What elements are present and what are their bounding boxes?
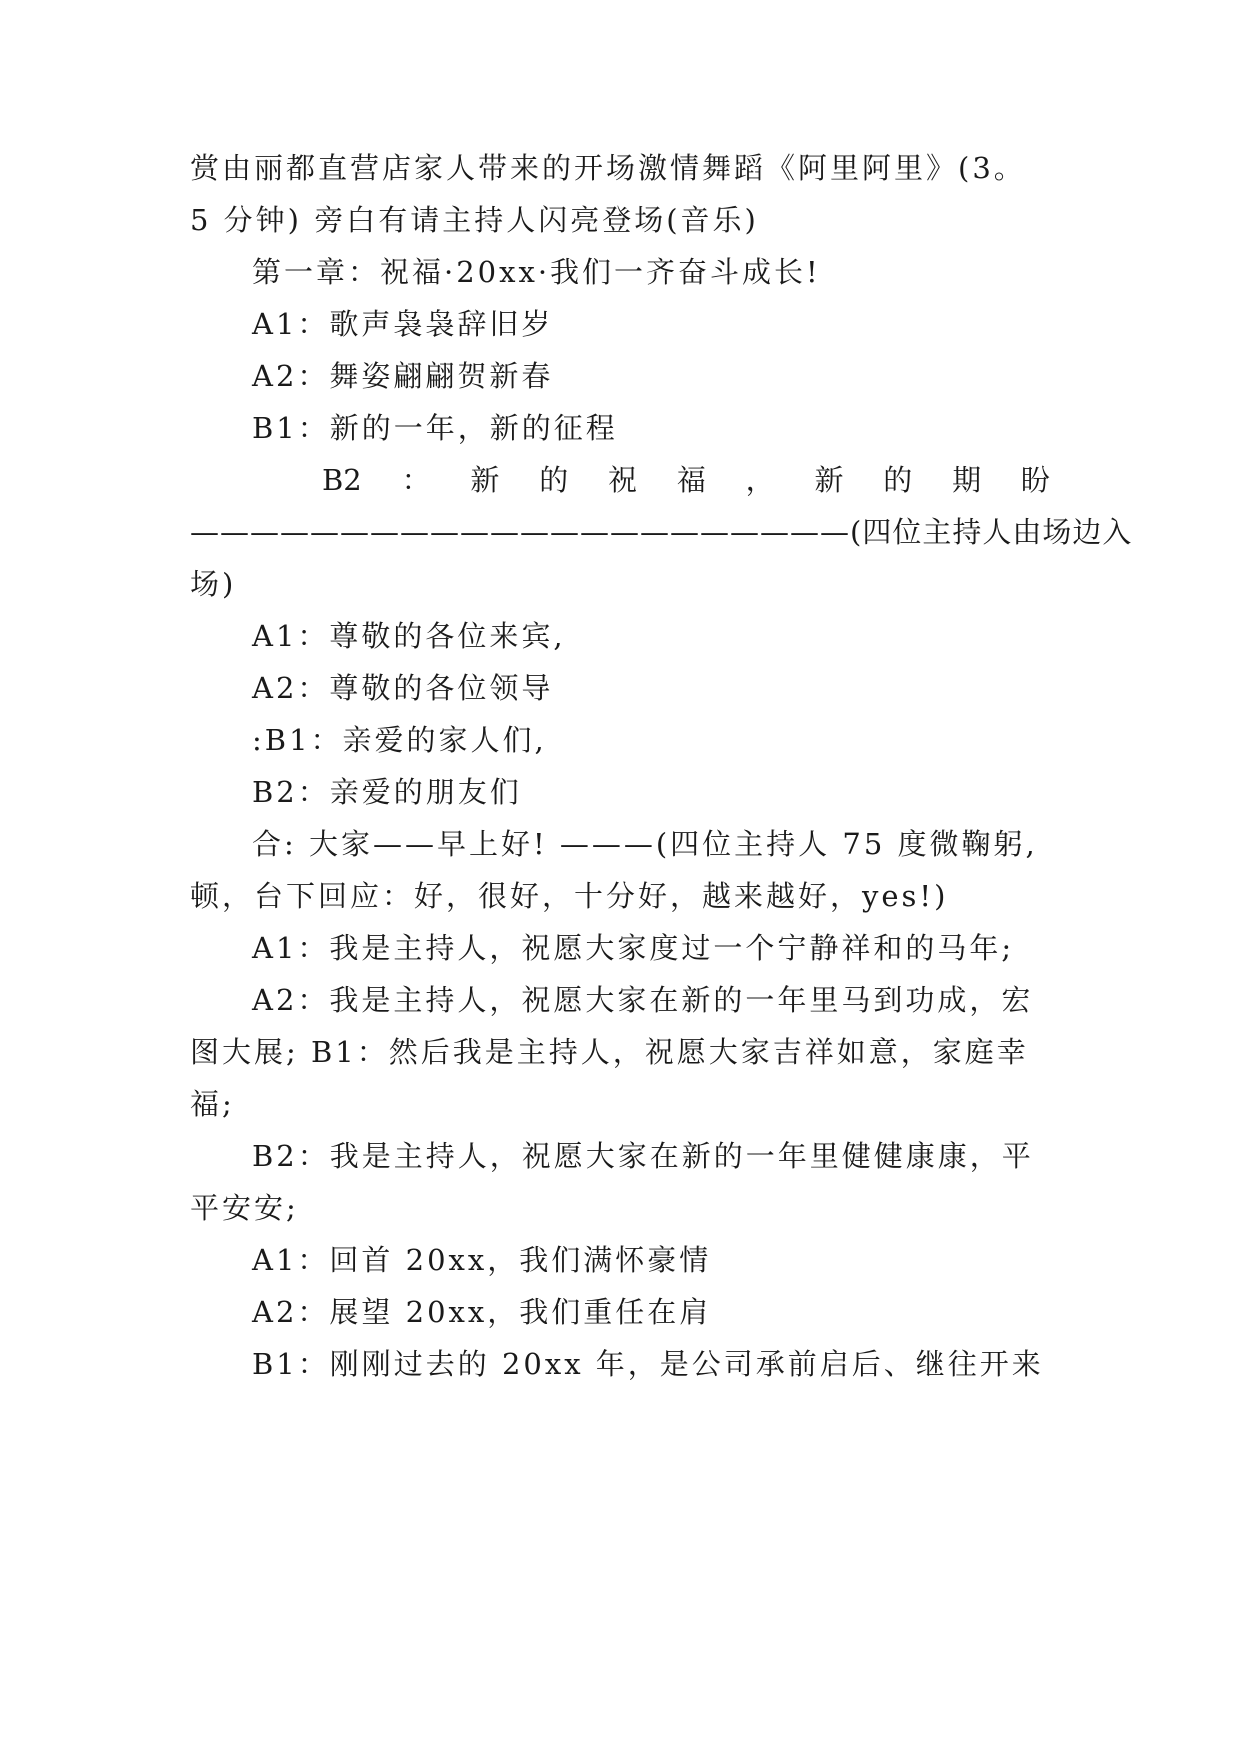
text-line: A2：舞姿翩翩贺新春 — [252, 359, 554, 393]
spread-word: 新 — [814, 463, 844, 497]
text-line: A2：尊敬的各位领导 — [252, 671, 554, 705]
text-line: B1：刚刚过去的 20xx 年，是公司承前启后、继往开来 — [252, 1347, 1044, 1381]
spread-word: 祝 — [608, 463, 638, 497]
text-line: B2：我是主持人，祝愿大家在新的一年里健健康康，平 — [252, 1139, 1034, 1173]
spread-word: B2 — [322, 463, 362, 497]
spread-text-line — [322, 460, 1050, 500]
text-line: ——————————————————————(四位主持人由场边入 — [190, 515, 1133, 549]
spread-word: 期 — [952, 463, 982, 497]
text-line: 图大展; B1：然后我是主持人，祝愿大家吉祥如意，家庭幸 — [190, 1035, 1029, 1069]
chapter-heading: 第一章：祝福·20xx·我们一齐奋斗成长! — [252, 255, 821, 289]
text-line: A2：展望 20xx，我们重任在肩 — [252, 1295, 712, 1329]
text-line: B2：亲爱的朋友们 — [252, 775, 522, 809]
text-line: 平安安; — [190, 1191, 299, 1225]
text-line: A1：尊敬的各位来宾, — [252, 619, 566, 653]
text-line: 5 分钟) 旁白有请主持人闪亮登场(音乐) — [190, 203, 759, 237]
text-line: A1：回首 20xx，我们满怀豪情 — [252, 1243, 712, 1277]
text-line: 福; — [190, 1087, 235, 1121]
text-line: 顿，台下回应：好，很好，十分好，越来越好，yes!) — [190, 879, 949, 913]
spread-word: 的 — [883, 463, 913, 497]
text-line: A2：我是主持人，祝愿大家在新的一年里马到功成，宏 — [252, 983, 1034, 1017]
text-line: 场) — [190, 567, 237, 601]
text-line: A1：我是主持人，祝愿大家度过一个宁静祥和的马年; — [252, 931, 1015, 965]
spread-word: ， — [745, 463, 775, 497]
text-line: :B1：亲爱的家人们, — [252, 723, 547, 757]
spread-word: ： — [401, 463, 431, 497]
text-line: 赏由丽都直营店家人带来的开场激情舞蹈《阿里阿里》(3。 — [190, 151, 1026, 185]
spread-word: 新 — [470, 463, 500, 497]
spread-word: 盼 — [1020, 463, 1050, 497]
spread-word: 福 — [676, 463, 706, 497]
text-line: A1：歌声袅袅辞旧岁 — [252, 307, 554, 341]
text-line: 合: 大家——早上好! ———(四位主持人 75 度微鞠躬, — [252, 827, 1038, 861]
text-line: B1：新的一年，新的征程 — [252, 411, 618, 445]
spread-word: 的 — [539, 463, 569, 497]
